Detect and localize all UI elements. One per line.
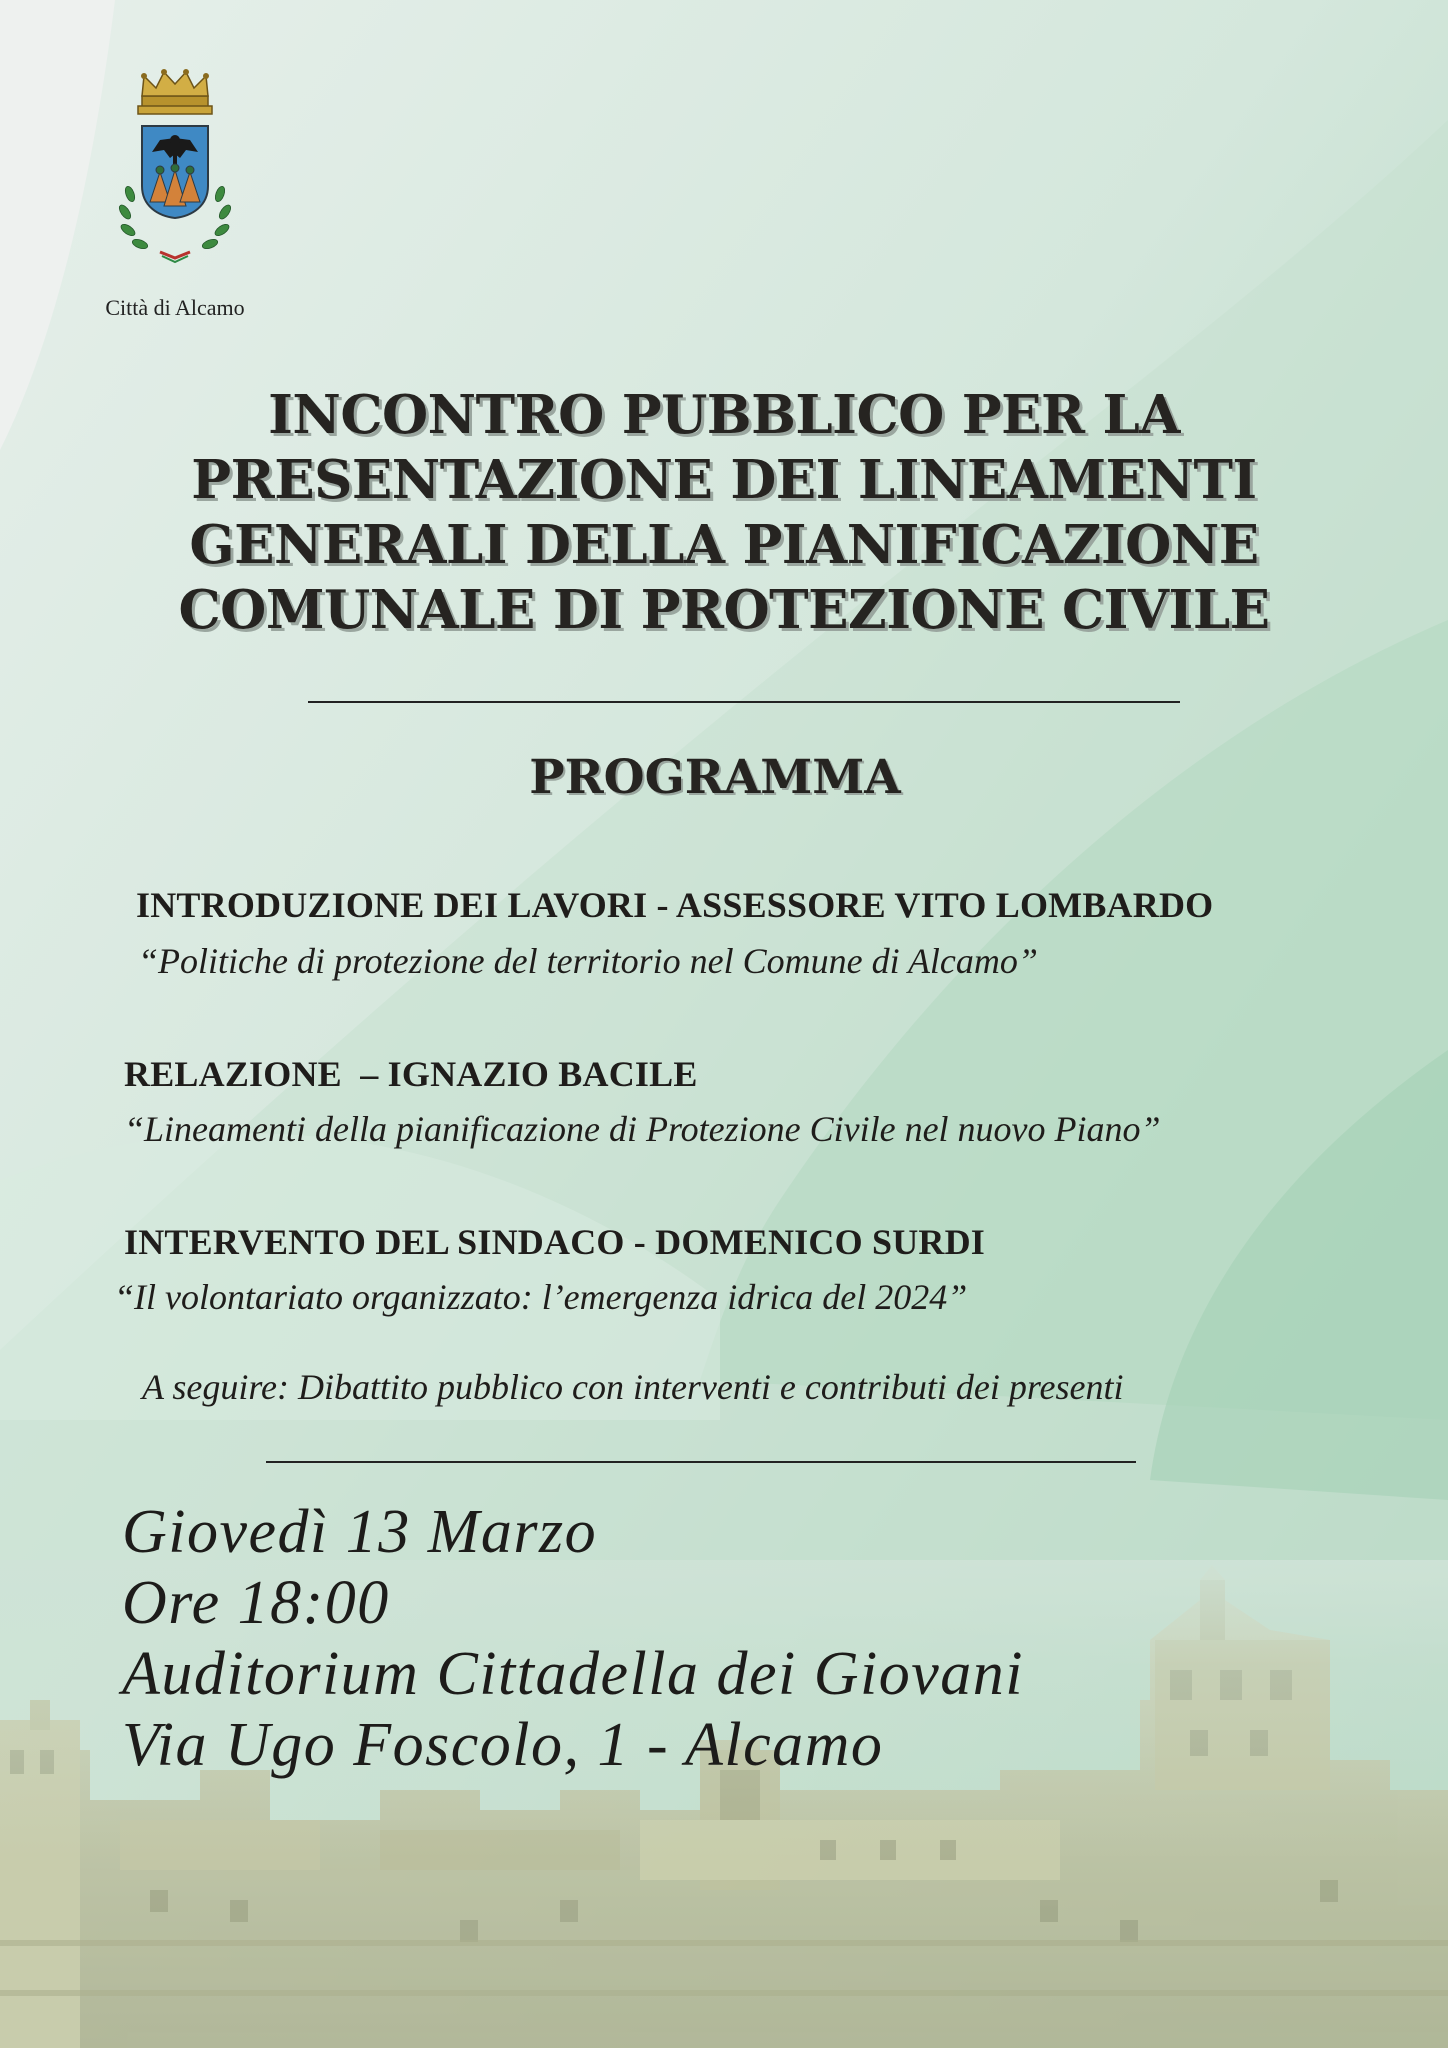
event-title	[100, 383, 1348, 643]
event-details	[122, 1497, 1024, 1781]
crown-icon	[138, 69, 212, 114]
divider-top	[308, 701, 1180, 703]
programma-heading: PROGRAMMA	[529, 750, 901, 805]
program-item-1-topic: “Politiche di protezione del territorio nel Comune di Alcamo”	[138, 941, 1038, 981]
city-coat-of-arms-logo	[100, 66, 250, 276]
event-address: Via Ugo Foscolo, 1 - Alcamo	[122, 1711, 884, 1779]
city-name: Città di Alcamo	[105, 295, 245, 320]
title-line: COMUNALE DI PROTEZIONE CIVILE	[178, 579, 1270, 641]
title-line: GENERALI DELLA PIANIFICAZIONE	[189, 514, 1259, 576]
program-item-3-topic: “Il volontariato organizzato: l’emergenza idrica del 2024”	[114, 1277, 968, 1317]
event-venue: Auditorium Cittadella dei Giovani	[122, 1640, 1024, 1708]
program-item-2-topic: “Lineamenti della pianificazione di Protezione Civile nel nuovo Piano”	[124, 1109, 1161, 1149]
event-date: Giovedì 13 Marzo	[122, 1498, 598, 1566]
program-item-1-speaker: INTRODUZIONE DEI LAVORI - ASSESSORE VITO LOMBARDO	[136, 885, 1214, 925]
event-time: Ore 18:00	[122, 1569, 390, 1637]
program-item-2-speaker: RELAZIONE – IGNAZIO BACILE	[124, 1054, 698, 1094]
divider-bottom	[266, 1461, 1136, 1463]
title-line: PRESENTAZIONE DEI LINEAMENTI	[191, 449, 1257, 511]
followup-note: A seguire: Dibattito pubblico con interventi e contributi dei presenti	[142, 1367, 1124, 1407]
title-line: INCONTRO PUBBLICO PER LA	[268, 384, 1180, 446]
program-item-3-speaker: INTERVENTO DEL SINDACO - DOMENICO SURDI	[124, 1222, 986, 1262]
